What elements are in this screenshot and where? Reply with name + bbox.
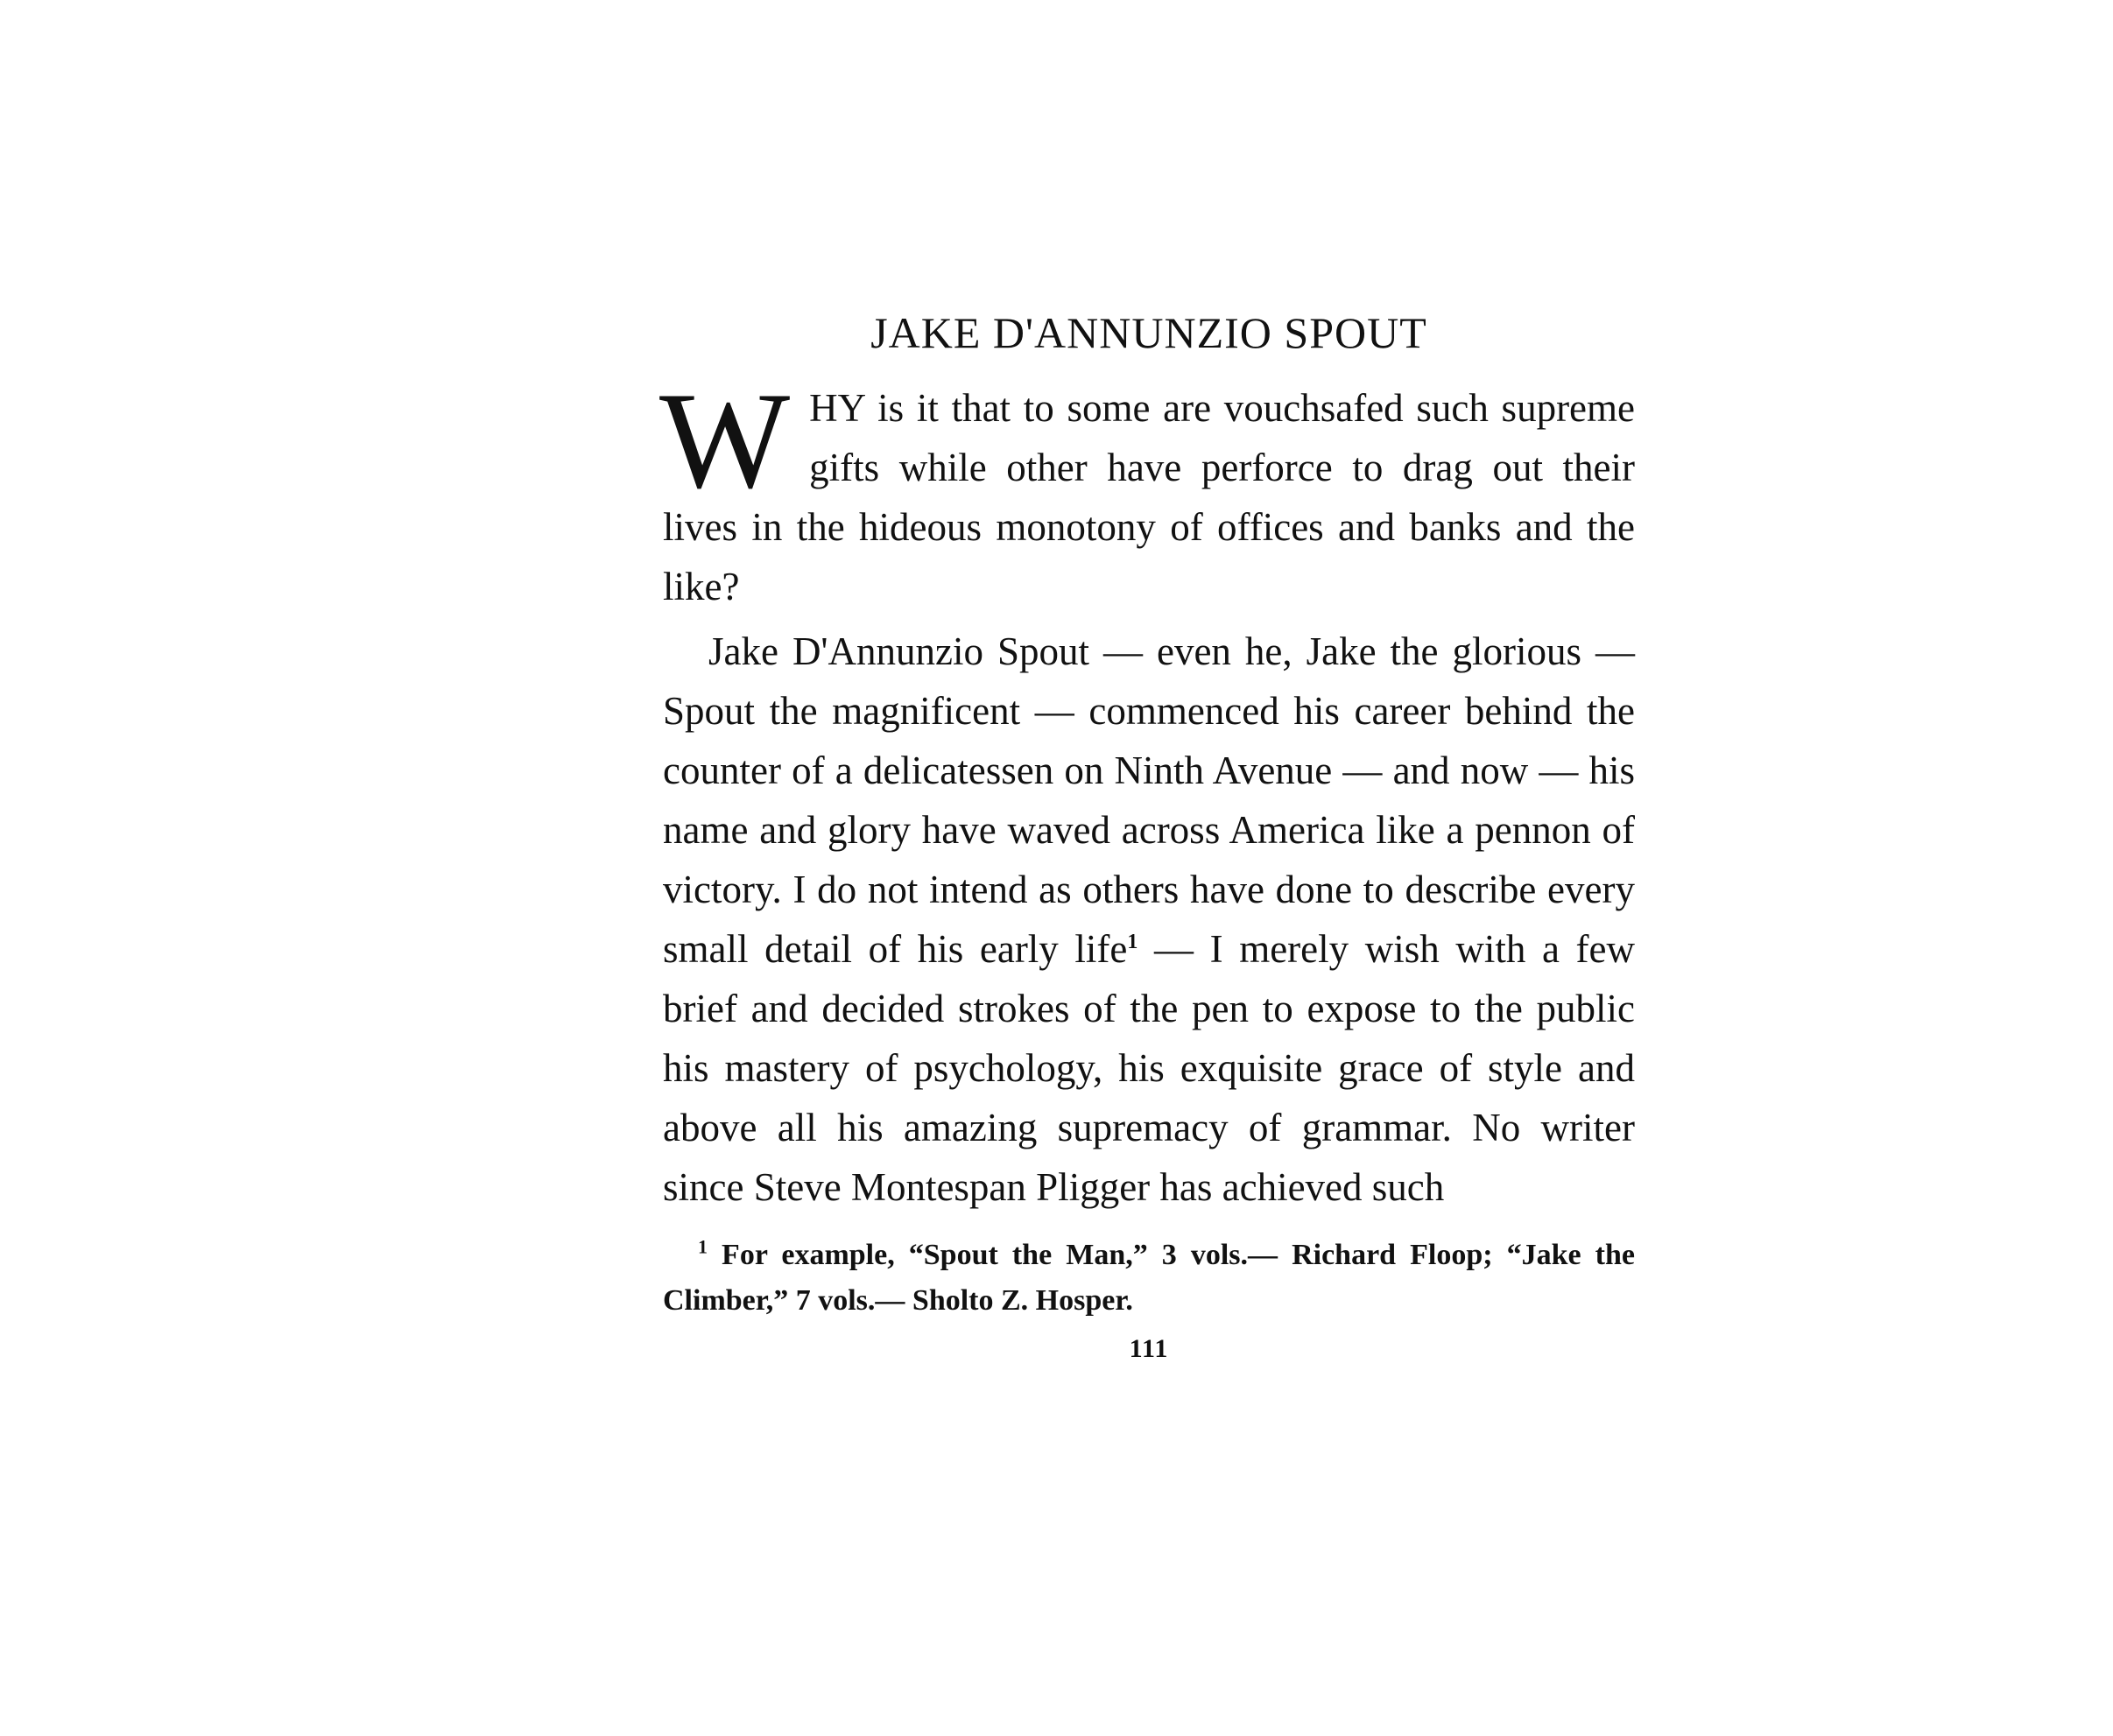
- book-page: [659, 306, 1636, 1364]
- page-number: 111: [1129, 1334, 1169, 1363]
- paragraph-2-text-before-ref: Jake D'Annunzio Spout — even he, Jake the glorious — Spout the magnificent — commenced his career behind the counter of a delicatessen on Ninth Avenue — and now — his name and glory have waved across America like a pennon of victory. I do not intend as others have done to describe every small detail of his early life: [663, 629, 1635, 971]
- footnote-reference: 1: [1127, 931, 1138, 953]
- footnote: [663, 1233, 1635, 1324]
- chapter-title: JAKE D'ANNUNZIO SPOUT: [870, 308, 1427, 357]
- paragraph-1: [659, 364, 1635, 616]
- paragraph-1-text: HY is it that to some are vouchsafed such supreme gifts while other have perforce to drag out their lives in the hideous monotony of offices and banks and the like?: [663, 386, 1635, 608]
- footnote-mark: 1: [698, 1235, 708, 1258]
- drop-cap: W: [659, 364, 791, 517]
- paragraph-2: [663, 622, 1635, 1217]
- paragraph-2-text-after-ref: — I merely wish with a few brief and decided strokes of the pen to expose to the public his mastery of psychology, his exquisite grace of style and above all his amazing supremacy of grammar. No writer since Steve Montespan Pligger has achieved such: [663, 927, 1636, 1209]
- footnote-text: For example, “Spout the Man,” 3 vols.— Richard Floop; “Jake the Climber,” 7 vols.— Sholto Z. Hosper.: [663, 1239, 1635, 1317]
